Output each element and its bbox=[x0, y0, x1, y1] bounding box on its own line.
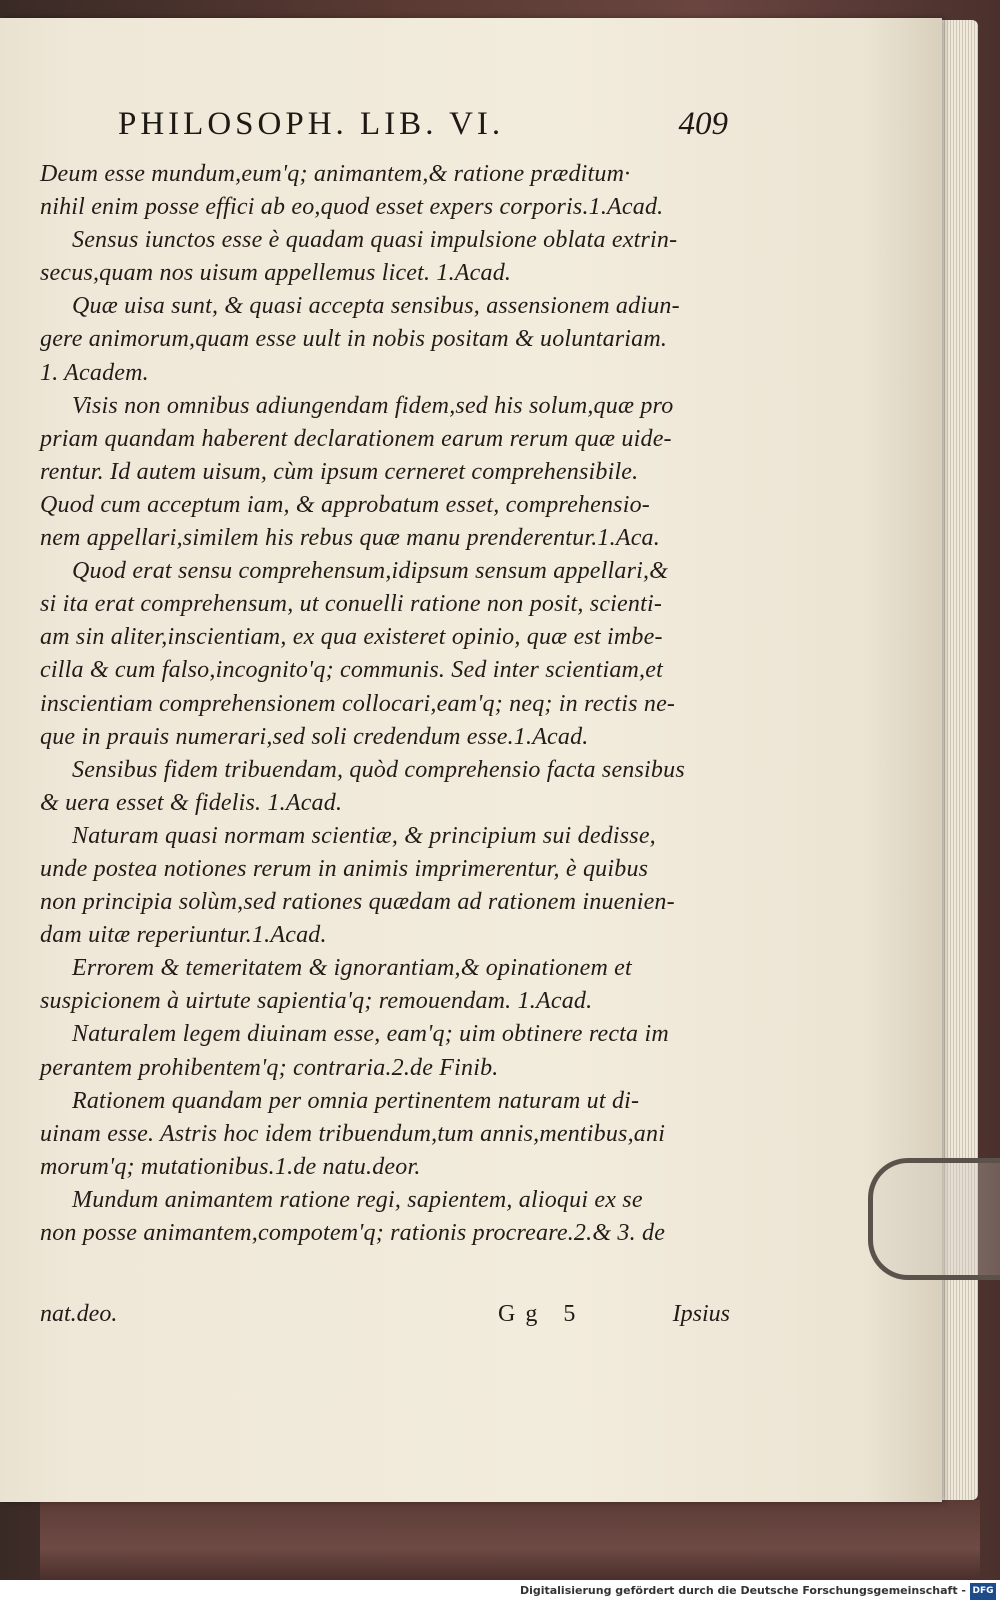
text-line: morum'q; mutationibus.1.de natu.deor. bbox=[40, 1153, 421, 1180]
text-line: am sin aliter,inscientiam, ex qua existeret opinio, quæ est imbe- bbox=[40, 624, 663, 651]
text-line: non principia solùm,sed rationes quædam ad rationem inuenien- bbox=[40, 889, 675, 916]
book-clasp bbox=[868, 1158, 1000, 1280]
text-line: si ita erat comprehensum, ut conuelli ratione non posit, scienti- bbox=[40, 591, 663, 618]
text-line: Deum esse mundum,eum'q; animantem,& ratione præditum· bbox=[40, 161, 631, 187]
text-line: cilla & cum falso,incognito'q; communis. Sed inter scientiam,et bbox=[40, 657, 663, 684]
text-line: Naturam quasi normam scientiæ, & principium sui dedisse, bbox=[72, 822, 656, 849]
final-line-text: nat.deo. bbox=[40, 1301, 118, 1327]
text-line: & uera esset & fidelis. 1.Acad. bbox=[40, 789, 343, 816]
text-line: Quod erat sensu comprehensum,idipsum sensum appellari,& bbox=[72, 558, 669, 585]
text-block bbox=[40, 158, 740, 1250]
text-line: 1. Academ. bbox=[40, 359, 149, 386]
text-line: Sensus iunctos esse è quadam quasi impulsione oblata extrin- bbox=[72, 227, 678, 254]
dfg-logo: DFG bbox=[970, 1583, 996, 1600]
text-line: suspicionem à uirtute sapientia'q; remouendam. 1.Acad. bbox=[40, 988, 593, 1015]
running-head bbox=[118, 106, 728, 150]
credit-text: Digitalisierung gefördert durch die Deutsche Forschungsgemeinschaft - bbox=[519, 1584, 966, 1597]
running-title: PHILOSOPH. LIB. VI. bbox=[118, 106, 505, 142]
text-line: Sensibus fidem tribuendam, quòd comprehensio facta sensibus bbox=[72, 756, 685, 783]
text-line: Visis non omnibus adiungendam fidem,sed his solum,quæ pro bbox=[72, 392, 674, 419]
text-line: secus,quam nos uisum appellemus licet. 1.Acad. bbox=[40, 260, 512, 287]
cover-bottom-edge bbox=[40, 1500, 980, 1580]
text-line: nem appellari,similem his rebus quæ manu prenderentur.1.Aca. bbox=[40, 525, 660, 552]
text-line: Mundum animantem ratione regi, sapientem, alioqui ex se bbox=[72, 1186, 643, 1213]
text-line: Naturalem legem diuinam esse, eam'q; uim obtinere recta im bbox=[72, 1021, 669, 1048]
text-line: Errorem & temeritatem & ignorantiam,& opinationem et bbox=[72, 955, 632, 982]
page-number: 409 bbox=[678, 106, 728, 142]
text-line: que in prauis numerari,sed soli credendum esse.1.Acad. bbox=[40, 723, 589, 750]
page-footer bbox=[40, 1301, 730, 1341]
text-line: Quæ uisa sunt, & quasi accepta sensibus, assensionem adiun- bbox=[72, 293, 680, 320]
text-line: gere animorum,quam esse uult in nobis positam & uoluntariam. bbox=[40, 326, 668, 353]
text-line: rentur. Id autem uisum, cùm ipsum cerneret comprehensibile. bbox=[40, 458, 639, 485]
catchword: Ipsius bbox=[672, 1301, 730, 1327]
text-line: Quod cum acceptum iam, & approbatum esset, comprehensio- bbox=[40, 491, 650, 518]
text-line: unde postea notiones rerum in animis imprimerentur, è quibus bbox=[40, 855, 649, 882]
credit-bar bbox=[0, 1580, 1000, 1605]
text-line: dam uitæ reperiuntur.1.Acad. bbox=[40, 922, 327, 949]
text-line: non posse animantem,compotem'q; rationis procreare.2.& 3. de bbox=[40, 1220, 666, 1246]
text-line: Rationem quandam per omnia pertinentem naturam ut di- bbox=[72, 1087, 640, 1114]
text-line: inscientiam comprehensionem collocari,eam'q; neq; in rectis ne- bbox=[40, 690, 676, 717]
signature-mark: Gg 5 bbox=[498, 1301, 586, 1327]
text-line: priam quandam haberent declarationem earum rerum quæ uide- bbox=[40, 425, 672, 452]
text-line: uinam esse. Astris hoc idem tribuendum,tum annis,mentibus,ani bbox=[40, 1120, 666, 1147]
text-line: perantem prohibentem'q; contraria.2.de Finib. bbox=[40, 1054, 499, 1081]
text-line: nihil enim posse effici ab eo,quod esset expers corporis.1.Acad. bbox=[40, 194, 664, 221]
book-page bbox=[0, 18, 942, 1502]
